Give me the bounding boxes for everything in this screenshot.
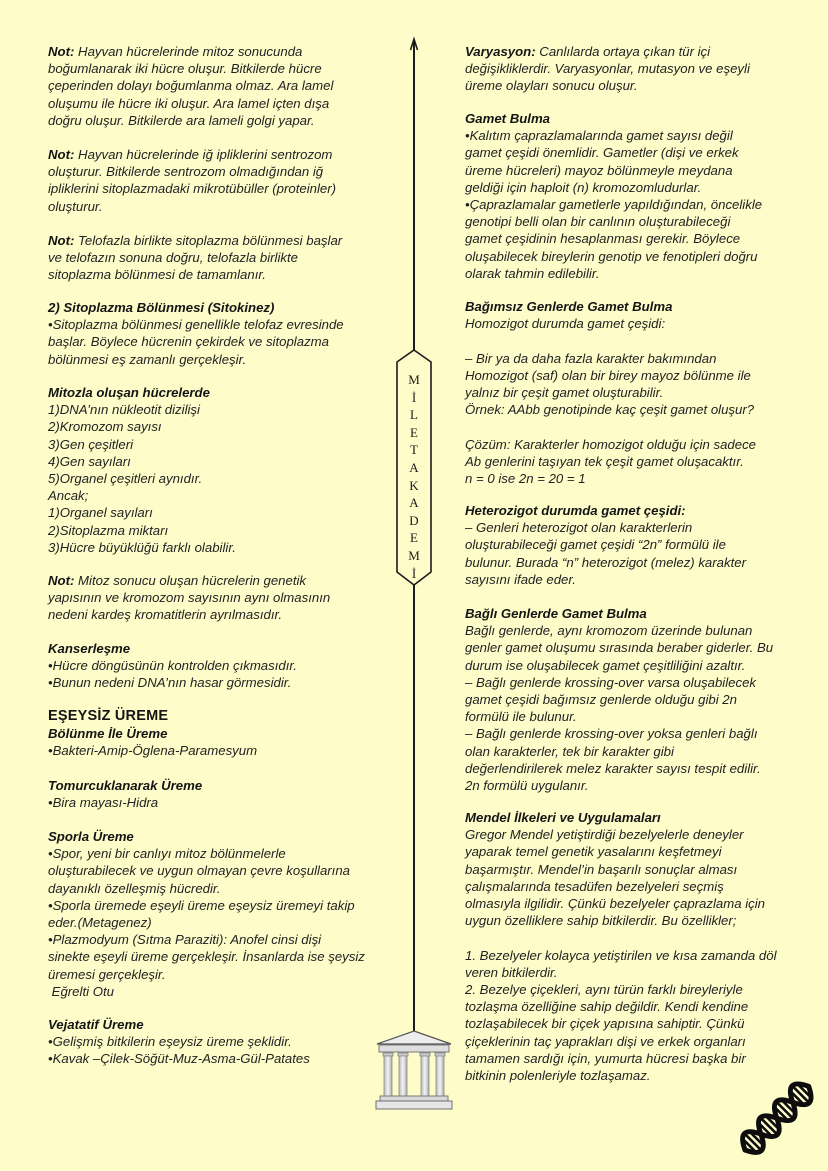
section-text: Homozigot durumda gamet çeşidi: – Bir ya da daha fazla karakter bakımından Homozigot (saf) olan bir birey mayoz bölünme ile yalnız bir çeşit gamet oluşturabilir. Örnek: AAbb genotipinde kaç çeşit gamet oluşur? Çözüm: Karakterler homozigot olduğu için sadece Ab genlerini taşıyan tek çeşit gamet oluşacaktır. n = 0 ise 2n = 20 = 1: [465, 316, 757, 487]
note-text: Mitoz sonucu oluşan hücrelerin genetik yapısının ve kromozom sayısının aynı olmasının nedeni kardeş kromatitlerin ayrılmasıdır.: [48, 573, 331, 623]
chapter-title: EŞEYSİZ ÜREME: [48, 708, 169, 724]
section-cancer: [48, 640, 297, 692]
section-budding: [48, 777, 202, 811]
temple-capital: [420, 1053, 430, 1056]
section-text: •Gelişmiş bitkilerin eşeysiz üreme şeklidir. •Kavak –Çilek-Söğüt-Muz-Asma-Gül-Patates: [48, 1034, 310, 1067]
section-heading: Heterozigot durumda gamet çeşidi:: [465, 503, 686, 518]
section-linked-genes: [465, 605, 773, 794]
section-heading: 2) Sitoplazma Bölünmesi (Sitokinez): [48, 300, 275, 315]
section-text: •Bakteri-Amip-Öglena-Paramesyum: [48, 743, 258, 759]
temple-capital: [435, 1053, 445, 1056]
dna-rung: [778, 1104, 791, 1117]
note-text: Telofazla birlikte sitoplazma bölünmesi başlar ve telofazın sonuna doğru, telofazla birlikte sitoplazma bölünmesi de tamamlanır.: [48, 233, 343, 283]
dna-icon: [737, 1078, 818, 1159]
section-heading: Bağlı Genlerde Gamet Bulma: [465, 606, 647, 621]
section-cytokinesis: [48, 299, 344, 368]
section-gamete: [465, 110, 762, 282]
dna-rung: [746, 1135, 759, 1148]
section-heading: Bölünme İle Üreme: [48, 726, 168, 742]
section-heading: Tomurcuklanarak Üreme: [48, 778, 203, 793]
dna-rung: [762, 1119, 775, 1132]
section-text: 1)DNA’nın nükleotit dizilişi 2)Kromozom sayısı 3)Gen çeşitleri 4)Gen sayıları 5)Organel çeşitleri aynıdır. Ancak; 1)Organel sayıları 2)Sitoplazma miktarı 3)Hücre büyüklüğü farklı olabilir.: [48, 402, 236, 555]
note-variation: [465, 43, 750, 95]
section-heterozygous: [465, 502, 746, 588]
temple-column: [436, 1056, 444, 1096]
note-spindle: [48, 146, 336, 215]
temple-icon: [376, 1031, 452, 1109]
section-spores: [48, 828, 365, 1000]
brand-name: MİLETAKADEMİ: [408, 372, 420, 581]
section-text: •Bira mayası-Hidra: [48, 795, 159, 811]
brand-vertical: [404, 371, 424, 582]
section-mitosis-cells: [48, 384, 236, 556]
section-heading: Gamet Bulma: [465, 111, 551, 126]
section-heading: Vejatatif Üreme: [48, 1017, 144, 1032]
section-text: •Kalıtım çaprazlamalarında gamet sayısı değil gamet çeşidi önemlidir. Gametler (dişi ve erkek üreme hücreleri) mayoz bölünmeyle meydana geldiği için haploit (n) kromozomludurlar. •Çaprazlamalar gametlerle yapıldığından, öncelikle genotipi belli olan bir canlının oluşturabileceği gamet çeşidinin hesaplanması gerekir. Böylece oluşabilecek bireylerin genotip ve fenotipleri doğru olarak tahmin edilebilir.: [465, 128, 763, 281]
section-text: •Sitoplazma bölünmesi genellikle telofaz evresinde başlar. Böylece hücrenin çekirdek ve sitoplazma bölünmesi eş zamanlı gerçekleşir.: [48, 317, 344, 367]
note-cell-division: [48, 43, 333, 129]
section-heading: Kanserleşme: [48, 641, 131, 656]
section-vegetative: [48, 1016, 310, 1068]
note-text: Canlılarda ortaya çıkan tür içi değişikliklerdir. Varyasyonlar, mutasyon ve eşeyli üreme olayları sonucu oluşur.: [465, 44, 750, 94]
section-mendel: [465, 809, 777, 1084]
note-label: Not:: [48, 147, 75, 162]
temple-column: [384, 1056, 392, 1096]
section-text: Gregor Mendel yetiştirdiği bezelyelerle deneyler yaparak temel genetik yasalarını keşfetmeyi başarmıştır. Mendel’in başarılı sonuçlar alması çalışmalarında tesadüfen bezelyeleri seçmiş olmasıyla ilgilidir. Çünkü bezelyeler çaprazlama için uygun özelliklere sahip bitkilerdir. Bu özellikler; 1. Bezelyeler kolayca yetiştirilen ve kısa zamanda döl veren bitkilerdir. 2. Bezelye çiçekleri, aynı türün farklı bireyleriyle tozlaşma özelliğine sahip değildir. Kendi kendine tozlaşabilecek bir çiçek yapısına sahiptir. Çünkü çiçeklerinin taç yaprakları dişi ve erkek organları tamamen sardığı için, yumurta hücresi başka bir bitkinin polenleriyle tozlaşamaz.: [465, 827, 777, 1084]
temple-column: [399, 1056, 407, 1096]
section-text: – Genleri heterozigot olan karakterlerin oluşturabileceği gamet çeşidi “2n” formülü ile bulunur. Burada “n” heterozigot (melez) karakter sayısını ifade eder.: [465, 520, 746, 587]
section-heading: Mitozla oluşan hücrelerde: [48, 385, 210, 400]
section-text: •Spor, yeni bir canlıyı mitoz bölünmelerle oluşturabilecek ve uygun olmayan çevre koşullarına dayanıklı özelleşmiş hücredir. •Sporla üremede eşeyli üreme eşeysiz üremeyi takip eder.(Metagenez) •Plazmodyum (Sıtma Paraziti): Anofel cinsi dişi sinekte eşeyli üreme gerçekleşir. İnsanlarda ise şeysiz üremesi gerçekleşir. Eğrelti Otu: [48, 846, 365, 999]
note-genetic: [48, 572, 330, 624]
section-text: Bağlı genlerde, aynı kromozom üzerinde bulunan genler gamet oluşumu sırasında beraber giderler. Bu durum ise oluşabilecek gamet çeşitliliğini azaltır. – Bağlı genlerde krossing-over varsa oluşabilecek gamet çeşidi bağımsız genlerde olduğu gibi 2n formülü ile bulunur. – Bağlı genlerde krossing-over yoksa genleri bağlı olan karakterler, tek bir karakter gibi değerlendirilerek melez karakter sayısı tespit edilir. 2n formülü uygulanır.: [465, 623, 774, 794]
section-heading: Sporla Üreme: [48, 829, 134, 844]
note-text: Hayvan hücrelerinde iğ ipliklerini sentrozom oluşturur. Bitkilerde sentrozom olmadığından iğ ipliklerini sitoplazmadaki mikrotübüller (proteinler) oluşturur.: [48, 147, 337, 214]
note-text: Hayvan hücrelerinde mitoz sonucunda boğumlanarak iki hücre oluşur. Bitkilerde hücre çeperinden dolayı boğumlanma olmaz. Ara lamel oluşumu ile hücre iki oluşur. Ara lamel içten dışa doğru oluşur. Bitkilerde ara lameli golgi yapar.: [48, 44, 334, 128]
temple-capital: [398, 1053, 408, 1056]
temple-column: [421, 1056, 429, 1096]
note-label: Not:: [48, 573, 75, 588]
temple-roof: [377, 1031, 451, 1044]
note-label: Varyasyon:: [465, 44, 536, 59]
note-label: Not:: [48, 44, 75, 59]
temple-base-lower: [376, 1101, 452, 1109]
section-heading: Bağımsız Genlerde Gamet Bulma: [465, 299, 673, 314]
section-heading: Mendel İlkeleri ve Uygulamaları: [465, 810, 661, 825]
temple-capital: [383, 1053, 393, 1056]
note-label: Not:: [48, 233, 75, 248]
temple-base-upper: [380, 1096, 448, 1101]
dna-rung: [794, 1088, 807, 1101]
temple-entablature: [379, 1045, 449, 1052]
section-asexual: [48, 708, 257, 760]
section-text: •Hücre döngüsünün kontrolden çıkmasıdır. •Bunun nedeni DNA’nın hasar görmesidir.: [48, 658, 297, 691]
note-telophase: [48, 232, 342, 284]
section-independent-genes: [465, 298, 756, 487]
